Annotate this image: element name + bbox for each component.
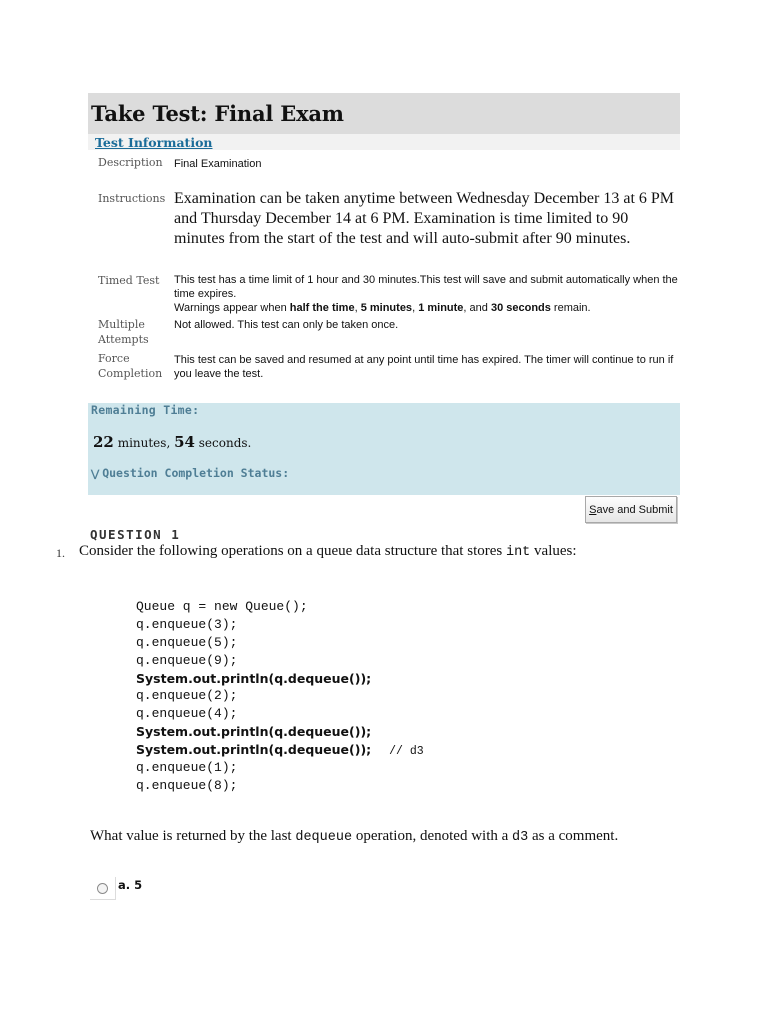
remaining-time-value <box>93 433 251 451</box>
info-value: Final Examination <box>174 158 262 170</box>
accesskey-letter: S <box>589 503 597 516</box>
seconds-unit: seconds. <box>194 436 252 450</box>
minutes-unit: minutes, <box>113 436 175 450</box>
question-completion-status-label: Question Completion Status: <box>102 466 290 480</box>
warning-half-time: half the time <box>289 302 355 314</box>
minutes-value: 22 <box>93 433 114 451</box>
save-and-submit-label: ave and Submit <box>596 503 673 516</box>
warning-5-minutes: 5 minutes <box>360 302 413 314</box>
code-line: Queue q = new Queue(); <box>136 599 308 614</box>
info-label: Instructions <box>98 192 166 205</box>
save-and-submit-button[interactable] <box>585 496 677 523</box>
timer-panel <box>88 403 680 495</box>
info-row-force-completion <box>88 351 680 381</box>
code-line: q.enqueue(1); <box>136 760 238 776</box>
question-completion-status-toggle[interactable] <box>91 466 289 480</box>
info-label <box>98 351 174 381</box>
info-row-multiple-attempts <box>88 317 680 351</box>
info-value: This test can be saved and resumed at any point until time has expired. The timer will continue to run if you leave the test. <box>174 354 674 380</box>
code-line: q.enqueue(5); <box>136 634 238 650</box>
info-row-description <box>88 153 680 189</box>
question-heading: QUESTION 1 <box>90 527 181 542</box>
answer-option <box>90 877 142 900</box>
chevron-down-icon: ⋁ <box>91 469 100 480</box>
question-text-part: operation, denoted with a <box>352 828 513 844</box>
test-container <box>88 93 680 381</box>
info-row-instructions <box>88 189 680 273</box>
question-text-part: What value is returned by the last <box>90 828 296 844</box>
code-line: q.enqueue(4); <box>136 706 238 722</box>
info-value <box>174 273 680 317</box>
info-label: Timed Test <box>98 274 160 287</box>
warning-1-minute: 1 minute <box>418 302 464 314</box>
code-line: System.out.println(q.dequeue()); <box>136 670 372 686</box>
remaining-time-label: Remaining Time: <box>91 403 200 417</box>
warnings-separator: , and <box>463 302 491 314</box>
question-code: dequeue <box>295 830 353 845</box>
code-line: q.enqueue(9); <box>136 652 238 668</box>
timed-test-text: This test has a time limit of 1 hour and 30 minutes.This test will save and submit automatically when the time expires. <box>174 274 678 300</box>
code-block <box>136 598 424 795</box>
answer-radio-container[interactable] <box>90 877 116 900</box>
info-label-line: Multiple <box>98 318 145 331</box>
question-text-part: as a comment. <box>528 828 619 844</box>
info-label: Description <box>98 156 163 169</box>
code-line: System.out.println(q.dequeue()); <box>136 724 372 740</box>
warnings-separator: , <box>412 302 419 314</box>
warnings-separator: , <box>354 302 361 314</box>
prompt-text: Consider the following operations on a queue data structure that stores <box>79 543 506 559</box>
code-line: q.enqueue(3); <box>136 616 238 632</box>
question-code: d3 <box>512 830 529 845</box>
warning-30-seconds: 30 seconds <box>490 302 551 314</box>
info-label-line: Force <box>98 352 130 365</box>
question-number: 1. <box>56 546 65 560</box>
info-label <box>98 317 174 351</box>
prompt-code: int <box>505 545 531 560</box>
seconds-value: 54 <box>174 433 195 451</box>
test-information-link[interactable]: Test Information <box>95 134 213 150</box>
code-line-text: System.out.println(q.dequeue()); <box>136 742 372 758</box>
test-information-header <box>88 134 680 150</box>
info-label-line: Attempts <box>98 333 149 346</box>
prompt-text: values: <box>530 543 577 559</box>
title-bar <box>88 93 680 134</box>
page-title: Take Test: Final Exam <box>91 101 344 126</box>
info-value: Examination can be taken anytime between Wednesday December 13 at 6 PM and Thursday December 14 at 6 PM. Examination is time limited to 90 minutes from the start of the test and will auto-submit after 90 minutes. <box>174 190 675 247</box>
warnings-suffix: remain. <box>550 302 591 314</box>
code-line: q.enqueue(2); <box>136 688 238 704</box>
question-prompt <box>79 543 577 560</box>
info-row-timed-test <box>88 273 680 317</box>
warnings-prefix: Warnings appear when <box>174 302 290 314</box>
answer-radio[interactable] <box>97 883 108 894</box>
test-information-table <box>88 153 680 381</box>
info-value: Not allowed. This test can only be taken once. <box>174 319 399 331</box>
question-text <box>90 828 618 845</box>
info-label-line: Completion <box>98 367 163 380</box>
code-line <box>136 741 424 759</box>
answer-label[interactable]: a. 5 <box>118 878 143 892</box>
warnings-text <box>174 301 680 315</box>
code-line: q.enqueue(8); <box>136 777 238 793</box>
code-comment: // d3 <box>389 745 424 759</box>
